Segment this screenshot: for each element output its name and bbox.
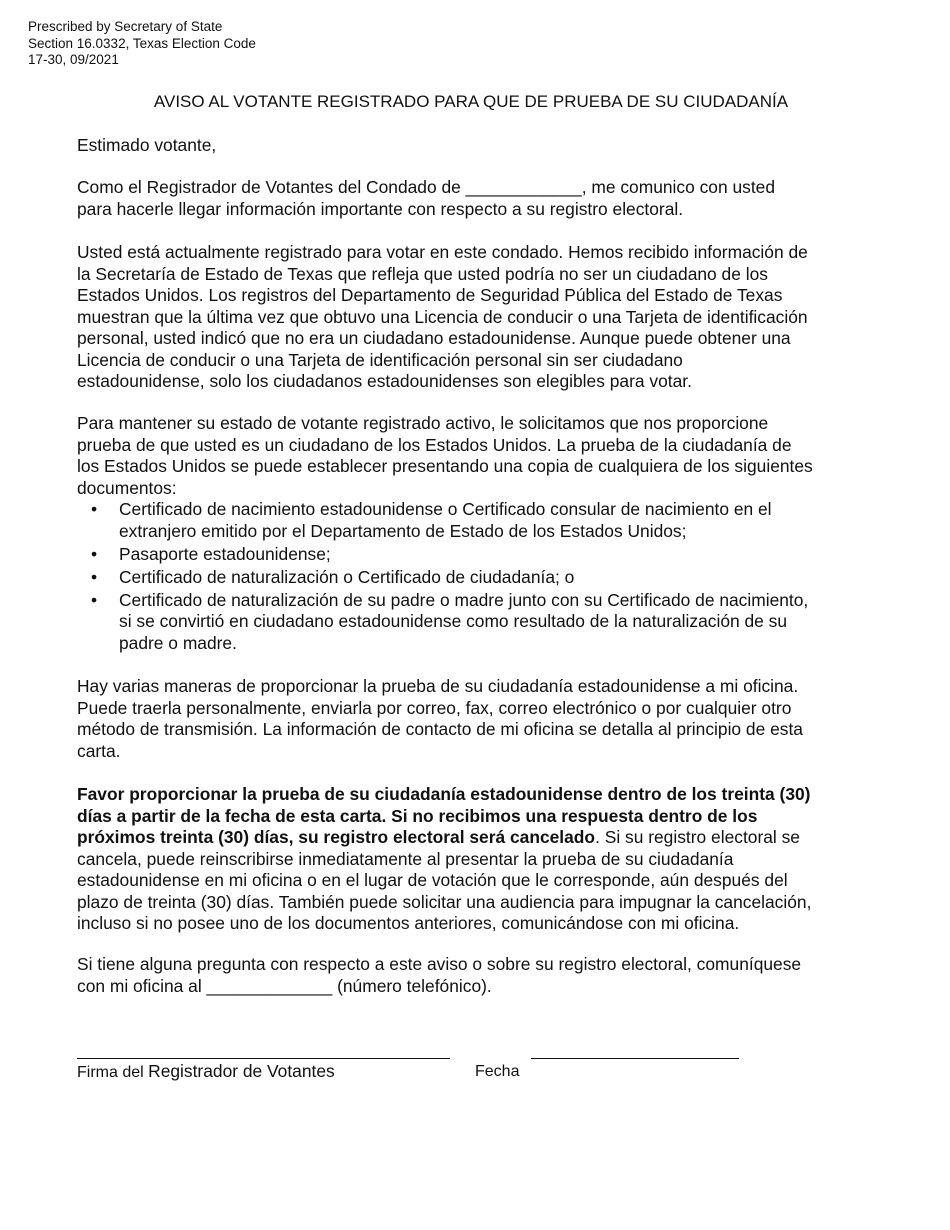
bullet-icon: •: [91, 543, 98, 564]
list-item-line: Certificado de naturalización o Certificado de ciudadanía; o: [119, 566, 575, 587]
paragraph-line-bold: [77, 806, 877, 828]
paragraph-line: estadounidense, solo los ciudadanos estadounidenses son elegibles para votar.: [77, 371, 692, 391]
signature-label: [77, 1061, 335, 1082]
form-header: [28, 19, 256, 69]
signature-line: [77, 1058, 450, 1059]
normal-text: . Si su registro electoral se: [595, 827, 800, 847]
paragraph-registration-status: [77, 242, 877, 393]
list-item: [77, 590, 877, 655]
paragraph-line-bold: [77, 784, 877, 806]
list-item: [77, 567, 877, 589]
paragraph-line: con mi oficina al _____________ (número telefónico).: [77, 975, 492, 996]
bullet-icon: •: [91, 499, 98, 519]
list-item-line: Pasaporte estadounidense;: [119, 543, 331, 564]
list-item-line: Certificado de naturalización de su padre o madre junto con su Certificado de nacimiento,: [119, 589, 809, 610]
paragraph-line: Estados Unidos. Los registros del Departamento de Seguridad Pública del Estado de Texas: [77, 285, 783, 305]
paragraph-line: Hay varias maneras de proporcionar la prueba de su ciudadanía estadounidense a mi oficina.: [77, 676, 799, 696]
paragraph-line: documentos:: [77, 477, 177, 498]
paragraph-line: Usted está actualmente registrado para votar en este condado. Hemos recibido información de: [77, 242, 808, 262]
paragraph-line: plazo de treinta (30) días. También puede solicitar una audiencia para impugnar la cancelación,: [77, 891, 812, 912]
paragraph-line: Como el Registrador de Votantes del Condado de ____________, me comunico con usted: [77, 177, 776, 197]
paragraph-line: estadounidense en mi oficina o en el lugar de votación que le corresponde, aún después del: [77, 870, 788, 890]
paragraph-deadline: [77, 784, 877, 935]
bold-text: Favor proporcionar la prueba de su ciudadanía estadounidense dentro de los treinta (30): [77, 784, 811, 804]
paragraph-line: Puede traerla personalmente, enviarla por correo, fax, correo electrónico o por cualquier otro: [77, 697, 792, 718]
paragraph-line: carta.: [77, 740, 121, 761]
paragraph-line: Para mantener su estado de votante registrado activo, le solicitamos que nos proporcione: [77, 413, 769, 433]
paragraph-line: incluso si no posee uno de los documentos anteriores, comunicándose con mi oficina.: [77, 913, 740, 933]
paragraph-line: personal, usted indicó que no era un ciudadano estadounidense. Aunque puede obtener una: [77, 328, 791, 348]
list-item-line: si se convirtió en ciudadano estadounidense como resultado de la naturalización de su: [119, 611, 788, 631]
signature-label-main: Registrador de Votantes: [148, 1061, 335, 1081]
paragraph-submission-methods: [77, 676, 877, 762]
list-item: [77, 544, 877, 566]
paragraph-line: muestran que la última vez que obtuvo una Licencia de conducir o una Tarjeta de identificación: [77, 306, 808, 327]
page-title: AVISO AL VOTANTE REGISTRADO PARA QUE DE PRUEBA DE SU CIUDADANÍA: [153, 92, 789, 111]
paragraph-contact: [77, 954, 877, 997]
bullet-icon: •: [91, 566, 98, 587]
paragraph-line: cancela, puede reinscribirse inmediatamente al presentar la prueba de su ciudadanía: [77, 848, 734, 869]
paragraph-line: prueba de que usted es un ciudadano de los Estados Unidos. La prueba de la ciudadanía de: [77, 434, 792, 455]
paragraph-intro: [77, 177, 877, 220]
document-list: [77, 499, 877, 654]
bullet-icon: •: [91, 589, 98, 610]
signature-label-prefix: Firma del: [77, 1064, 144, 1081]
paragraph-line: método de transmisión. La información de contacto de mi oficina se detalla al principio de esta: [77, 719, 803, 739]
header-line-form-number: 17-30, 09/2021: [28, 52, 119, 67]
bold-text: días a partir de la fecha de esta carta. Si no recibimos una respuesta dentro de los: [77, 805, 758, 826]
list-item-line: padre o madre.: [119, 632, 237, 653]
list-item-line: Certificado de nacimiento estadounidense o Certificado consular de nacimiento en el: [119, 499, 772, 519]
bold-text: próximos treinta (30) días, su registro electoral será cancelado: [77, 827, 596, 847]
paragraph-line: los Estados Unidos se puede establecer presentando una copia de cualquiera de los siguientes: [77, 456, 813, 476]
paragraph-line: para hacerle llegar información importante con respecto a su registro electoral.: [77, 198, 684, 219]
header-line-section: Section 16.0332, Texas Election Code: [28, 35, 256, 51]
greeting: Estimado votante,: [77, 135, 217, 155]
date-line: [531, 1058, 739, 1059]
paragraph-line: la Secretaría de Estado de Texas que refleja que usted podría no ser un ciudadano de los: [77, 263, 768, 284]
date-label: Fecha: [475, 1063, 520, 1080]
list-item: [77, 499, 877, 542]
header-line-prescribed: Prescribed by Secretary of State: [28, 19, 223, 34]
paragraph-line: Licencia de conducir o una Tarjeta de identificación personal sin ser ciudadano: [77, 349, 683, 370]
paragraph-line-mixed: [77, 827, 877, 849]
paragraph-proof-documents: [77, 413, 877, 656]
list-item-line: extranjero emitido por el Departamento de Estado de los Estados Unidos;: [119, 520, 687, 541]
paragraph-line: Si tiene alguna pregunta con respecto a este aviso o sobre su registro electoral, comuníquese: [77, 954, 802, 974]
